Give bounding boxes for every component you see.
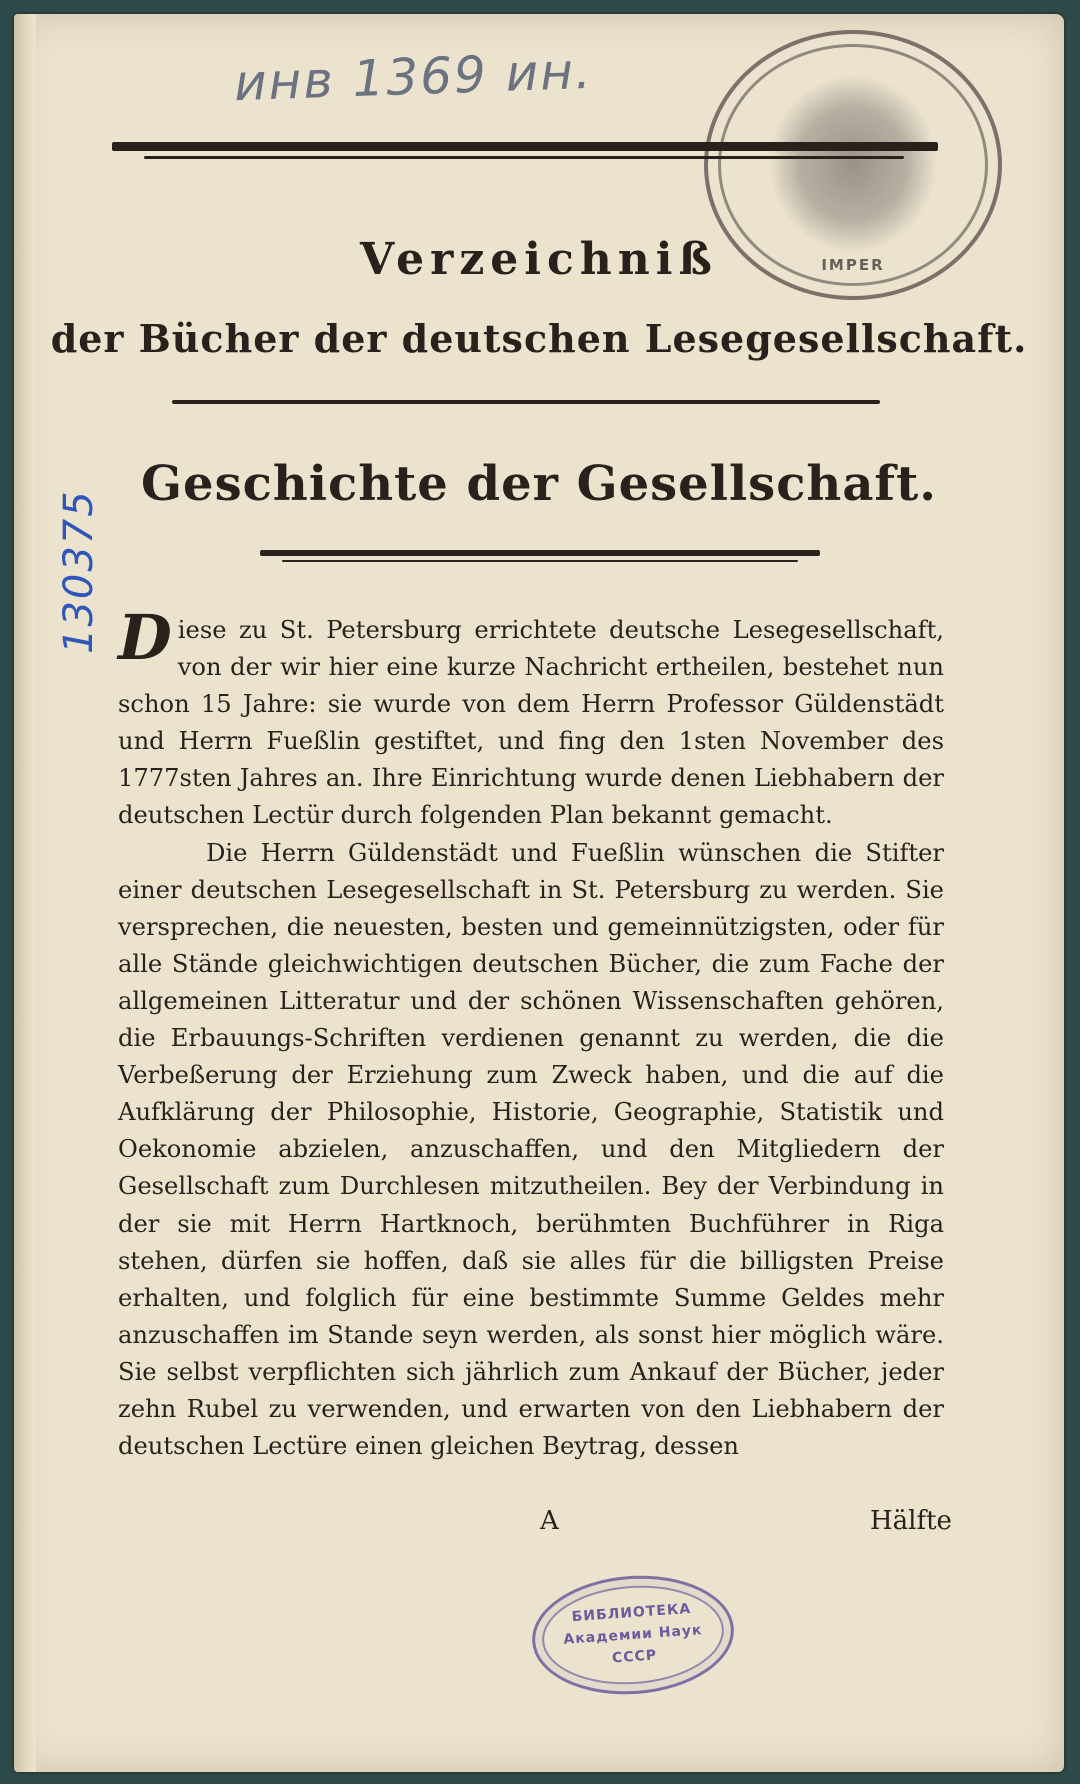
section-rule-thin [282, 560, 798, 562]
top-rule-thin [144, 156, 904, 159]
seal-ring-text: IMPER [821, 256, 885, 274]
eagle-emblem-icon [768, 74, 938, 254]
stamp-line-2: Академии Наук [562, 1622, 704, 1648]
middle-rule [172, 400, 880, 404]
book-page [14, 14, 1064, 1772]
signature-mark: A [540, 1506, 559, 1536]
catchword: Hälfte [870, 1506, 952, 1536]
stamp-line-1: БИБЛИОТЕКА [571, 1600, 692, 1626]
handwritten-side-number: 130375 [56, 489, 102, 654]
paragraph-1 [118, 601, 944, 835]
paragraph-1-text: iese zu St. Petersburg errichtete deutsche Lesegesellschaft, von der wir hier eine kurze Nachricht ertheilen, bestehet nun schon 15 Jahre: sie wurde von dem Herrn Professor Güldenstädt und Herrn Fueßlin gestiftet, und fing den 1sten November des 1777sten Jahres an. Ihre Einrichtung wurde denen Liebhabern der deutschen Lectür durch folgenden Plan bekannt gemacht. [118, 616, 944, 830]
section-title: Geschichte der Gesellschaft. [141, 456, 937, 512]
title-line-1: Verzeichniß [360, 234, 718, 285]
academy-library-stamp [528, 1569, 738, 1701]
drop-cap: D [118, 601, 172, 674]
paragraph-2: Die Herrn Güldenstädt und Fueßlin wünschen die Stifter einer deutschen Lesegesellschaft in St. Petersburg zu werden. Sie versprechen, die neuesten, besten und gemeinnützigsten, oder für alle Stände gleichwichtigen deutschen Bücher, die zum Fache der allgemeinen Litteratur und der schönen Wissenschaften gehören, die Erbauungs-Schriften verdienen genannt zu werden, die die Verbeßerung der Erziehung zum Zweck haben, und die auf die Aufklärung der Philosophie, Historie, Geographie, Statistik und Oekonomie abzielen, anzuschaffen, und den Mitgliedern der Gesellschaft zum Durchlesen mitzutheilen. Bey der Verbindung in der sie mit Herrn Hartknoch, berühmten Buchführer in Riga stehen, dürfen sie hoffen, daß sie alles für die billigsten Preise erhalten, und folglich für eine bestimmte Summe Geldes mehr anzuschaffen im Stande seyn werden, als sonst hier möglich wäre. Sie selbst verpflichten sich jährlich zum Ankauf der Bücher, jeder zehn Rubel zu verwenden, und erwarten von den Liebhabern der deutschen Lectüre einen gleichen Beytrag, dessen [118, 838, 944, 1461]
body-text [118, 601, 944, 1465]
handwritten-inventory-note: инв 1369 ин. [233, 41, 594, 113]
section-rule-thick [260, 550, 820, 556]
stamp-line-3: СССР [611, 1647, 658, 1667]
title-line-2: der Bücher der deutschen Lesegesellschaft. [50, 316, 1028, 361]
top-rule-thick [112, 142, 938, 151]
